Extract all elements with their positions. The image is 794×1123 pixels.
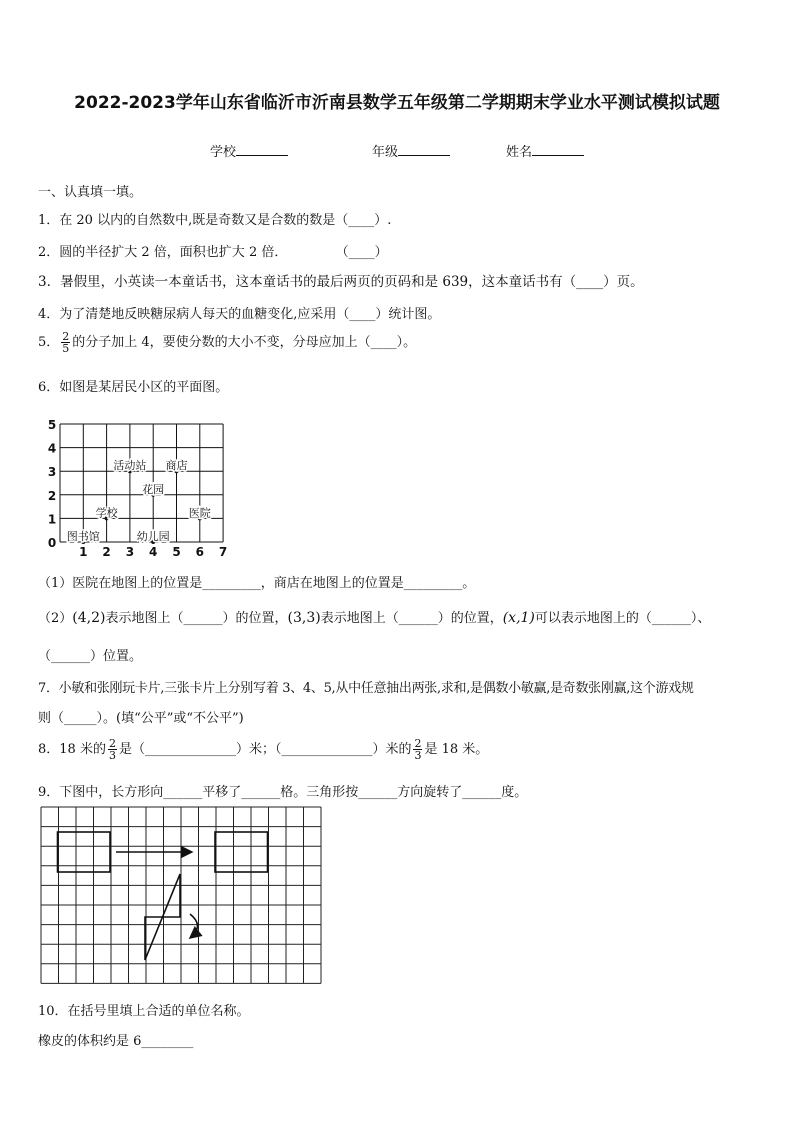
map-place-label: 商店: [165, 459, 188, 473]
question-1: 1．在 20 以内的自然数中,既是奇数又是合数的数是（____）.: [38, 213, 392, 228]
fraction: $\frac{2}{3}$: [414, 737, 422, 762]
name-label: 姓名: [506, 145, 533, 160]
grade-field: [372, 141, 450, 160]
question-4: 4．为了清楚地反映糖尿病人每天的血糖变化,应采用（____）统计图。: [38, 307, 441, 322]
map-x-tick: 2: [102, 545, 111, 558]
school-label: 学校: [210, 145, 237, 160]
fraction: $\frac{2}{5}$: [62, 330, 70, 355]
question-6: 6．如图是某居民小区的平面图。: [38, 380, 229, 395]
question-10: 10．在括号里填上合适的单位名称。: [38, 1004, 250, 1019]
map-place-label: 活动站: [113, 459, 147, 473]
question-7: 7．小敏和张刚玩卡片,三张卡片上分别写着 3、4、5,从中任意抽出两张,求和,是偶数小敏赢,是奇数张刚赢,这个游戏规: [38, 681, 694, 696]
map-place-label: 医院: [188, 506, 211, 520]
name-field: [506, 141, 584, 160]
question-2-text: 2．圆的半径扩大 2 倍，面积也扩大 2 倍．: [38, 245, 288, 260]
section-heading: 一、认真填一填。: [38, 185, 143, 200]
map-x-tick: 4: [149, 545, 158, 558]
map-x-tick: 3: [125, 545, 135, 558]
map-place-label: 图书馆: [66, 530, 100, 543]
question-8: 8．18 米的 $\frac{2}{3}$ 是（______________）米；（______________）米的 $\frac{2}{3}$ 是 18 米。: [38, 737, 489, 762]
map-y-tick: 3: [47, 465, 57, 480]
map-x-tick: 7: [218, 545, 228, 558]
question-7-cont: 则（_____）。(填“公平”或“不公平”): [38, 711, 244, 726]
question-10-1: 橡皮的体积约是 6________: [38, 1034, 194, 1049]
page-title: 2022-2023学年山东省临沂市沂南县数学五年级第二学期期末学业水平测试模拟试题: [74, 93, 720, 113]
fraction: $\frac{2}{3}$: [108, 737, 116, 762]
map-y-tick: 2: [47, 488, 57, 503]
map-place-label: 花园: [142, 482, 165, 496]
school-field: [210, 141, 288, 160]
question-6-2-cont: （______）位置。: [38, 649, 143, 664]
map-y-tick: 0: [47, 536, 57, 550]
map-y-tick: 1: [47, 512, 57, 527]
map-y-tick: 4: [47, 441, 57, 456]
community-map: [40, 412, 236, 558]
question-9: 9．下图中，长方形向______平移了______格。三角形按______方向旋转了______度。: [38, 785, 528, 800]
question-2: [38, 241, 388, 260]
map-y-tick: 5: [47, 418, 57, 432]
question-6-1: （1）医院在地图上的位置是_________，商店在地图上的位置是_________。: [38, 576, 476, 591]
question-3: 3．暑假里，小英读一本童话书，这本童话书的最后两页的页码和是 639，这本童话书有（____）页。: [38, 274, 644, 290]
map-x-tick: 6: [195, 545, 204, 558]
map-x-tick: 1: [79, 545, 88, 558]
question-5: 5． $\frac{2}{5}$ 的分子加上 4，要使分数的大小不变，分母应加上（____）。: [38, 330, 417, 355]
question-6-2: （2）(4,2)表示地图上（______）的位置，(3,3)表示地图上（______）的位置，(x,1)可以表示地图上的（______）、: [38, 610, 711, 626]
map-place-label: 学校: [95, 506, 118, 520]
map-x-tick: 5: [172, 545, 181, 558]
map-place-label: 幼儿园: [136, 530, 170, 543]
question-2-blank: （____）: [335, 245, 388, 260]
transformation-grid: [40, 806, 326, 986]
rotation-arrow: [190, 914, 198, 938]
grade-label: 年级: [372, 145, 399, 160]
triangle: [145, 874, 180, 960]
